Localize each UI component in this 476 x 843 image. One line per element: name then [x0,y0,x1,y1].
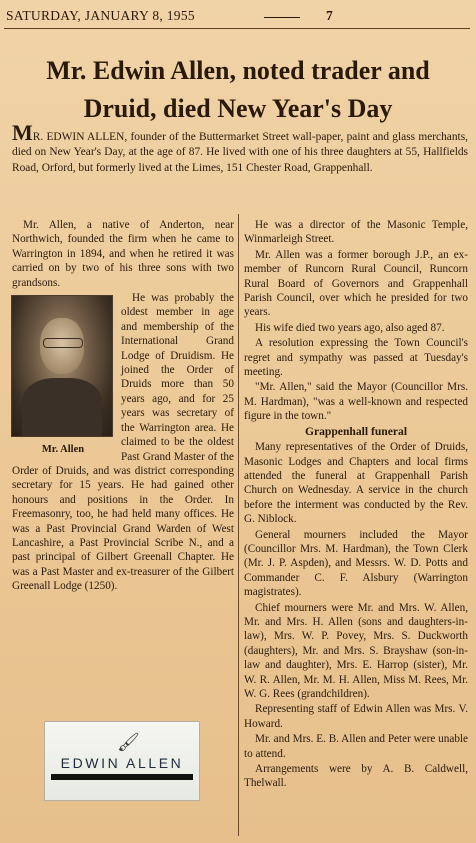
col2-paragraph-3: His wife died two years ago, also aged 87. [255,321,445,334]
col2-paragraph-10: Mr. and Mrs. E. B. Allen and Peter were unable to attend. [244,733,468,760]
lead-paragraph [12,120,468,176]
col1-paragraph-1 [12,218,234,290]
lead-text: R. EDWIN ALLEN, founder of the Buttermarket Street wall-paper, paint and glass merchants, died on New Year's Day, at the age of 87. He lived with one of his three daughters at 55, Hallfields Road, Orford, but formerly lived at the Limes, 151 Chester Road, Grappenhall. [12,131,468,174]
nameplate-bar [51,774,193,780]
header-dash [264,17,300,18]
column-left [12,218,234,595]
col2-paragraph-9: Representing staff of Edwin Allen was Mrs. V. Howard. [244,703,468,730]
edwin-allen-nameplate [44,721,200,801]
col2-paragraph-11: Arrangements were by A. B. Caldwell, Thelwall. [244,763,468,790]
col2-paragraph-8: Chief mourners were Mr. and Mrs. W. Allen, Mr. and Mrs. H. Allen (sons and daughters-in-law), Mrs. W. P. Povey, Mrs. S. Duckworth (daughters), Mr. and Mrs. S. Brayshaw (son-in-law and daughter), Mrs. E. Harrop (sister), Mr. W. R. Allen, Mr. M. H. Allen, Miss M. Rees, Mr. W. G. Rees (grandchildren). [244,601,468,700]
col2-paragraph-4: A resolution expressing the Town Council's regret and sympathy was passed at Tuesday's meeting. [244,337,468,379]
col1-p1-text: Mr. Allen, a native of Anderton, near Northwich, founded the firm when he came to Warrington in 1894, and when he retired it was carried on by two of his three sons with two grandsons. [12,219,234,289]
col2-paragraph-7: General mourners included the Mayor (Councillor Mrs. M. Hardman), the Town Clerk (Mr. J. P. Aspden), and Messrs. W. D. Potts and Commander C. F. Alsbury (Warrington magistrates). [244,528,468,599]
page-number: 7 [326,8,334,23]
col1-p2-text: He was probably the oldest member in age and membership of the International Grand Lodge of Druidism. He joined the Order of Druids more than 50 years ago, and for 25 years was secretary of the Warrington area. He claimed to be the oldest Past Grand Master of the Order of Druids, and was district corresponding secretary for 15 years. He had gained other honours and positions in the Order. In Freemasonry, too, he had held many offices. He was a Past Provincial Grand Warden of West Lancashire, a Past Provincial Scribe N., and a past principal of Gilbert Greenall Chapter. He was a Past Master and ex-treasurer of the Gilbert Greenall Lodge (1250). [12,292,234,593]
col2-paragraph-5: "Mr. Allen," said the Mayor (Councillor Mrs. M. Hardman), "was a well-known and respected figure in the town." [244,381,468,423]
col2-paragraph-1: He was a director of the Masonic Temple, Winmarleigh Street. [244,219,468,246]
column-right [244,218,468,792]
brush-icon: 🖌 [117,732,140,753]
drop-cap: M [12,120,33,145]
page-header [6,8,470,26]
portrait-glasses [43,338,83,348]
portrait-body [22,378,102,436]
col2-paragraph-2: Mr. Allen was a former borough J.P., an ex-member of Runcorn Rural Council, Runcorn Rural Board of Governors and Grappenhall Parish Council, over which he presided for two years. [244,248,468,319]
col2-paragraph-6: Many representatives of the Order of Druids, Masonic Lodges and Chapters and local firms attended the funeral at Grappenhall Parish Church on Wednesday. A service in the church before the interment was conducted by the Rev. G. Niblock. [244,441,468,526]
column-divider [238,214,239,836]
header-rule [4,28,470,29]
portrait-photo [11,295,113,437]
portrait-block [11,293,115,457]
issue-date: SATURDAY, JANUARY 8, 1955 [6,8,195,23]
funeral-subhead: Grappenhall funeral [304,424,408,438]
headline: Mr. Edwin Allen, noted trader and Druid, died New Year's Day [46,56,430,123]
portrait-caption: Mr. Allen [41,444,85,456]
nameplate-name: EDWIN ALLEN [60,755,184,771]
